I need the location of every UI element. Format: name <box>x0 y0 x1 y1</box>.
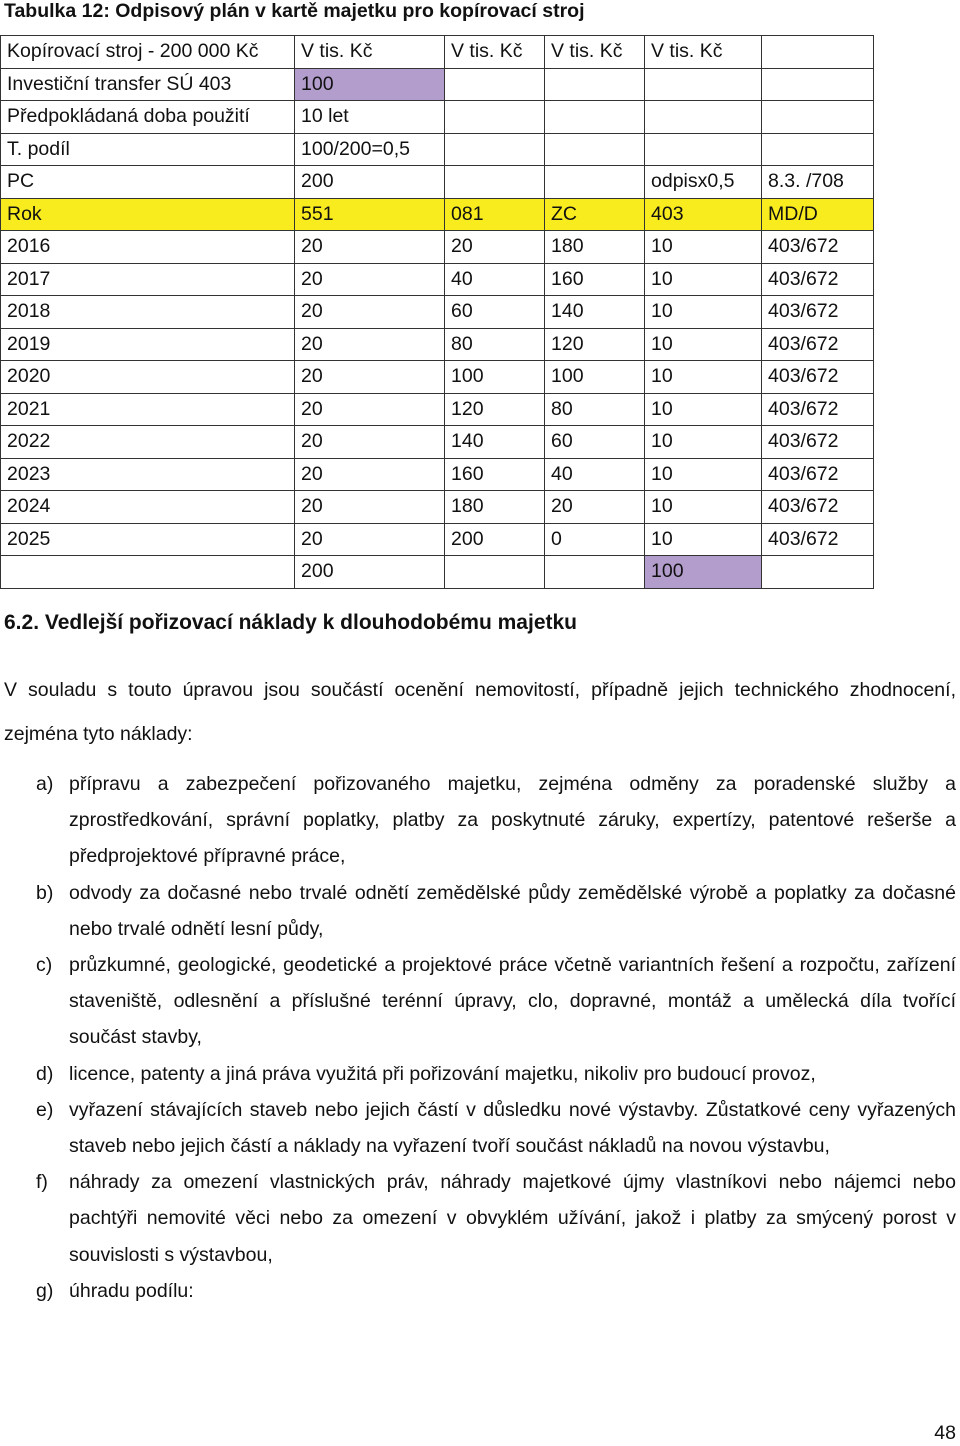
table-cell <box>762 101 874 134</box>
table-cell: 160 <box>545 263 645 296</box>
page-number: 48 <box>934 1422 956 1444</box>
cost-list <box>0 766 956 1309</box>
table-cell: 60 <box>545 426 645 459</box>
table-row <box>1 523 874 556</box>
table-cell: 40 <box>445 263 545 296</box>
table-cell: odpisx0,5 <box>645 166 762 199</box>
table-row <box>1 231 874 264</box>
table-cell: 40 <box>545 458 645 491</box>
list-item <box>0 1164 956 1273</box>
list-marker: c) <box>36 954 53 977</box>
intro-paragraph: V souladu s touto úpravou jsou součástí ocenění nemovitostí, případně jejich technického zhodnocení, zejména tyto náklady: <box>4 679 956 745</box>
list-item-text: průzkumné, geologické, geodetické a projektové práce včetně variantních řešení a rozpočtu, zařízení staveniště, odlesnění a příslušné terénní úpravy, clo, dopravné, montáž a umělecká díla tvořící součást stavby, <box>69 954 956 1049</box>
table-cell: 2018 <box>1 296 295 329</box>
list-item <box>0 875 956 947</box>
list-marker: g) <box>36 1279 54 1302</box>
table-cell: V tis. Kč <box>645 36 762 69</box>
table-cell <box>645 133 762 166</box>
table-cell <box>762 133 874 166</box>
table-row <box>1 361 874 394</box>
table-cell: 081 <box>445 198 545 231</box>
table-cell <box>645 101 762 134</box>
table-cell: 100 <box>445 361 545 394</box>
table-cell: ZC <box>545 198 645 231</box>
table-row <box>1 556 874 589</box>
list-item <box>0 1056 956 1092</box>
table-cell: 140 <box>445 426 545 459</box>
table-cell: 10 <box>645 393 762 426</box>
table-row <box>1 68 874 101</box>
table-cell: 160 <box>445 458 545 491</box>
table-cell: 0 <box>545 523 645 556</box>
table-cell: 20 <box>545 491 645 524</box>
table-cell: 200 <box>295 166 445 199</box>
table-row <box>1 36 874 69</box>
table-cell: 20 <box>295 426 445 459</box>
table-cell: 120 <box>545 328 645 361</box>
table-row <box>1 458 874 491</box>
table-cell: 80 <box>545 393 645 426</box>
table-cell: 403/672 <box>762 426 874 459</box>
table-cell: V tis. Kč <box>445 36 545 69</box>
table-cell: 2021 <box>1 393 295 426</box>
table-cell: 60 <box>445 296 545 329</box>
table-cell: 403/672 <box>762 491 874 524</box>
table-cell: 80 <box>445 328 545 361</box>
table-cell: 20 <box>295 263 445 296</box>
list-item-text: úhradu podílu: <box>69 1279 194 1302</box>
list-item <box>0 1273 956 1309</box>
table-cell: 10 <box>645 491 762 524</box>
table-cell: 2025 <box>1 523 295 556</box>
table-cell: 2016 <box>1 231 295 264</box>
table-cell: 20 <box>295 361 445 394</box>
section-heading: 6.2. Vedlejší pořizovací náklady k dlouhodobému majetku <box>4 611 577 634</box>
table-cell <box>445 166 545 199</box>
table-cell: 8.3. /708 <box>762 166 874 199</box>
table-cell: 10 <box>645 296 762 329</box>
table-cell <box>445 133 545 166</box>
table-cell: 20 <box>295 523 445 556</box>
table-cell: Rok <box>1 198 295 231</box>
table-cell: 403/672 <box>762 263 874 296</box>
table-cell: 403/672 <box>762 523 874 556</box>
list-marker: a) <box>36 773 54 795</box>
table-row <box>1 263 874 296</box>
table-cell: 551 <box>295 198 445 231</box>
table-cell: 403 <box>645 198 762 231</box>
table-cell <box>645 68 762 101</box>
table-cell: 403/672 <box>762 231 874 264</box>
table-cell: 2024 <box>1 491 295 524</box>
list-item-text: licence, patenty a jiná práva využitá při pořizování majetku, nikoliv pro budoucí provoz, <box>69 1062 816 1085</box>
table-cell: 20 <box>295 393 445 426</box>
table-cell: 20 <box>295 296 445 329</box>
table-row <box>1 328 874 361</box>
table-cell: 180 <box>445 491 545 524</box>
table-cell: 403/672 <box>762 393 874 426</box>
table-cell: T. podíl <box>1 133 295 166</box>
table-cell: Předpokládaná doba použití <box>1 101 295 134</box>
table-cell: 200 <box>295 556 445 589</box>
table-cell: 2022 <box>1 426 295 459</box>
table-cell: 100 <box>545 361 645 394</box>
table-cell: Investiční transfer SÚ 403 <box>1 68 295 101</box>
table-cell <box>445 101 545 134</box>
table-row <box>1 198 874 231</box>
table-row <box>1 296 874 329</box>
table-cell: V tis. Kč <box>545 36 645 69</box>
table-row <box>1 393 874 426</box>
list-marker: b) <box>36 881 54 904</box>
table-cell: 100/200=0,5 <box>295 133 445 166</box>
table-cell: 403/672 <box>762 296 874 329</box>
table-cell: 10 <box>645 458 762 491</box>
table-cell: 2020 <box>1 361 295 394</box>
table-row <box>1 101 874 134</box>
table-cell <box>762 556 874 589</box>
table-cell: 10 <box>645 263 762 296</box>
list-marker: d) <box>36 1062 54 1085</box>
table-cell <box>762 36 874 69</box>
table-row <box>1 166 874 199</box>
table-cell: 10 <box>645 361 762 394</box>
table-cell: 200 <box>445 523 545 556</box>
table-cell: 20 <box>445 231 545 264</box>
table-cell: 10 <box>645 328 762 361</box>
list-item <box>0 947 956 1056</box>
table-cell: 20 <box>295 328 445 361</box>
table-cell <box>545 166 645 199</box>
table-cell: 100 <box>295 68 445 101</box>
table-cell: PC <box>1 166 295 199</box>
table-cell: V tis. Kč <box>295 36 445 69</box>
table-cell: 403/672 <box>762 458 874 491</box>
list-marker: e) <box>36 1098 54 1121</box>
table-cell: 20 <box>295 491 445 524</box>
table-cell <box>762 68 874 101</box>
list-item-text: náhrady za omezení vlastnických práv, náhrady majetkové újmy vlastníkovi nebo nájemci nebo pachtýři nemovité věci nebo za omezení v obvyklém užívání, jakož i platby za smýcený porost v souvislosti s výstavbou, <box>69 1171 956 1266</box>
table-cell: 403/672 <box>762 361 874 394</box>
list-item-text: odvody za dočasné nebo trvalé odnětí zemědělské půdy zemědělské výrobě a poplatky za dočasné nebo trvalé odnětí lesní půdy, <box>69 881 956 940</box>
table-cell <box>1 556 295 589</box>
list-item <box>0 1092 956 1164</box>
table-cell <box>545 556 645 589</box>
table-cell: 403/672 <box>762 328 874 361</box>
list-item-text: přípravu a zabezpečení pořizovaného majetku, zejména odměny za poradenské služby a zprostředkování, správní poplatky, platby za poskytnuté záruky, expertízy, patentové rešerše a předprojektové přípravné práce, <box>69 773 956 868</box>
table-row <box>1 133 874 166</box>
table-cell <box>445 68 545 101</box>
table-cell: 180 <box>545 231 645 264</box>
table-caption: Tabulka 12: Odpisový plán v kartě majetku pro kopírovací stroj <box>4 0 585 22</box>
list-item <box>0 766 956 875</box>
table-cell: 2023 <box>1 458 295 491</box>
table-row <box>1 491 874 524</box>
table-cell: 2019 <box>1 328 295 361</box>
table-cell <box>545 68 645 101</box>
table-row <box>1 426 874 459</box>
table-cell: 20 <box>295 231 445 264</box>
table-cell: Kopírovací stroj - 200 000 Kč <box>1 36 295 69</box>
table-cell: 2017 <box>1 263 295 296</box>
table-cell: 100 <box>645 556 762 589</box>
list-marker: f) <box>36 1171 48 1194</box>
depreciation-table <box>0 35 874 589</box>
list-item-text: vyřazení stávajících staveb nebo jejich částí v důsledku nové výstavby. Zůstatkové ceny vyřazených staveb nebo jejich částí a náklady na vyřazení tvoří součást nákladů na novou výstavbu, <box>69 1098 956 1158</box>
table-cell: 120 <box>445 393 545 426</box>
table-cell <box>445 556 545 589</box>
table-cell: 10 <box>645 231 762 264</box>
table-cell: 10 <box>645 426 762 459</box>
table-cell <box>545 133 645 166</box>
table-cell: 140 <box>545 296 645 329</box>
table-cell: 10 <box>645 523 762 556</box>
table-cell <box>545 101 645 134</box>
table-cell: 10 let <box>295 101 445 134</box>
table-cell: MD/D <box>762 198 874 231</box>
table-cell: 20 <box>295 458 445 491</box>
